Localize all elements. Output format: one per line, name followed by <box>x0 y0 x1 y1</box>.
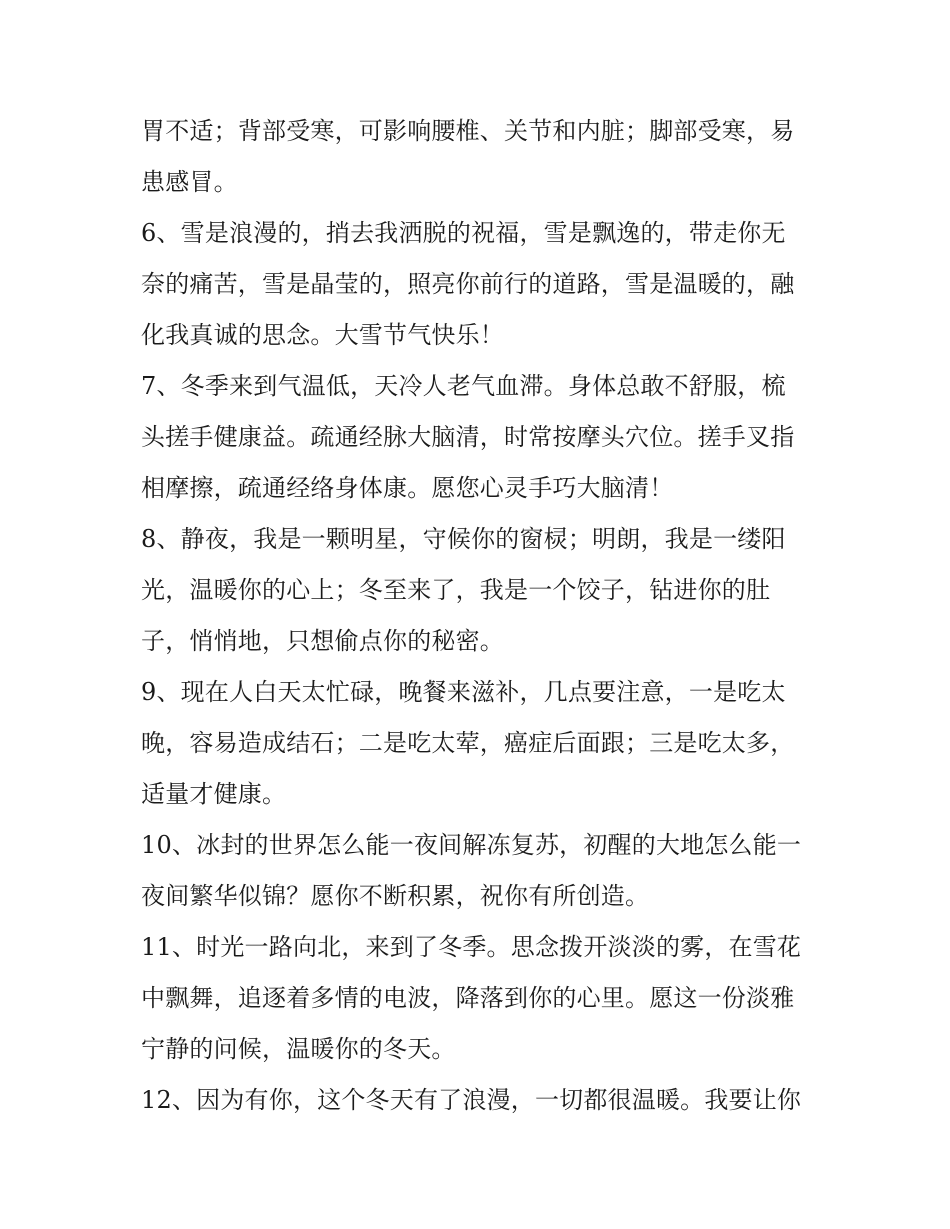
text-line: 头搓手健康益。疏通经脉大脑清，时常按摩头穴位。搓手叉指 <box>141 423 795 451</box>
text-line: 相摩擦，疏通经络身体康。愿您心灵手巧大脑清！ <box>141 474 674 502</box>
text-line: 适量才健康。 <box>141 780 287 808</box>
text-line: 晚，容易造成结石；二是吃太荤，癌症后面跟；三是吃太多， <box>141 729 795 757</box>
text-line: 化我真诚的思念。大雪节气快乐！ <box>141 321 504 349</box>
text-line: 10、冰封的世界怎么能一夜间解冻复苏，初醒的大地怎么能一 <box>141 831 802 859</box>
text-line: 9、现在人白天太忙碌，晚餐来滋补，几点要注意，一是吃太 <box>141 678 786 706</box>
text-line: 患感冒。 <box>141 168 238 196</box>
text-line: 光，温暖你的心上；冬至来了，我是一个饺子，钻进你的肚 <box>141 576 771 604</box>
text-line: 夜间繁华似锦？愿你不断积累，祝你有所创造。 <box>141 882 650 910</box>
document-body <box>141 106 813 1126</box>
text-line: 12、因为有你，这个冬天有了浪漫，一切都很温暖。我要让你 <box>141 1086 802 1114</box>
text-line: 中飘舞，追逐着多情的电波，降落到你的心里。愿这一份淡雅 <box>141 984 795 1012</box>
text-line: 胃不适；背部受寒，可影响腰椎、关节和内脏；脚部受寒，易 <box>141 117 795 145</box>
text-line: 奈的痛苦，雪是晶莹的，照亮你前行的道路，雪是温暖的，融 <box>141 270 795 298</box>
text-line: 6、雪是浪漫的，捎去我洒脱的祝福，雪是飘逸的，带走你无 <box>141 219 786 247</box>
text-line: 7、冬季来到气温低，天冷人老气血滞。身体总敢不舒服，梳 <box>141 372 786 400</box>
text-line: 子，悄悄地，只想偷点你的秘密。 <box>141 627 504 655</box>
text-line: 宁静的问候，温暖你的冬天。 <box>141 1035 456 1063</box>
text-line: 8、静夜，我是一颗明星，守候你的窗棂；明朗，我是一缕阳 <box>141 525 786 553</box>
text-line: 11、时光一路向北，来到了冬季。思念拨开淡淡的雾，在雪花 <box>141 933 802 961</box>
